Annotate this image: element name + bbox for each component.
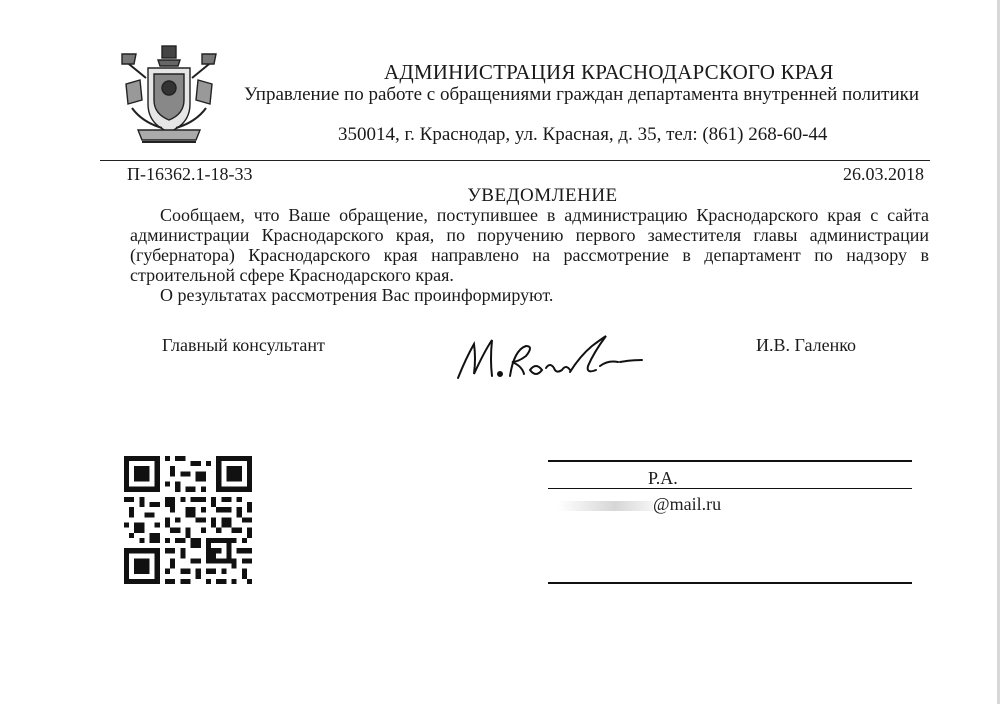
document-body xyxy=(130,205,929,305)
recipient-line-2 xyxy=(548,488,912,489)
handwritten-signature xyxy=(450,328,650,386)
document-title: УВЕДОМЛЕНИЕ xyxy=(467,185,618,206)
header-divider xyxy=(100,160,930,161)
signatory-role: Главный консультант xyxy=(162,335,325,355)
body-paragraph-2: О результатах рассмотрения Вас проинформируют. xyxy=(160,285,554,305)
signatory-name: И.В. Галенко xyxy=(756,335,857,355)
redacted-area xyxy=(558,501,653,511)
department-name: Управление по работе с обращениями граждан департамента внутренней политики xyxy=(244,84,920,105)
organization-name: АДМИНИСТРАЦИЯ КРАСНОДАРСКОГО КРАЯ xyxy=(384,60,834,84)
reference-number: П-16362.1-18-33 xyxy=(127,164,253,184)
recipient-email xyxy=(558,494,721,515)
recipient-block xyxy=(548,458,914,588)
recipient-line-3 xyxy=(548,582,912,584)
organization-address: 350014, г. Краснодар, ул. Красная, д. 35, тел: (861) 268-60-44 xyxy=(338,124,828,145)
qr-code-icon xyxy=(124,456,252,584)
coat-of-arms-icon xyxy=(118,44,220,148)
body-paragraph-1: Сообщаем, что Ваше обращение, поступившее в администрацию Краснодарского края с сайта администрации Краснодарского края, по поручению первого заместителя главы администрации (губернатора) Краснодарского края направлено на рассмотрение в департамент по надзору в строительной сфере Краснодарского края. xyxy=(130,205,929,285)
recipient-line-1 xyxy=(548,460,912,462)
document-date: 26.03.2018 xyxy=(843,164,924,184)
recipient-name: Р.А. xyxy=(648,468,678,488)
recipient-email-domain: @mail.ru xyxy=(653,494,722,514)
